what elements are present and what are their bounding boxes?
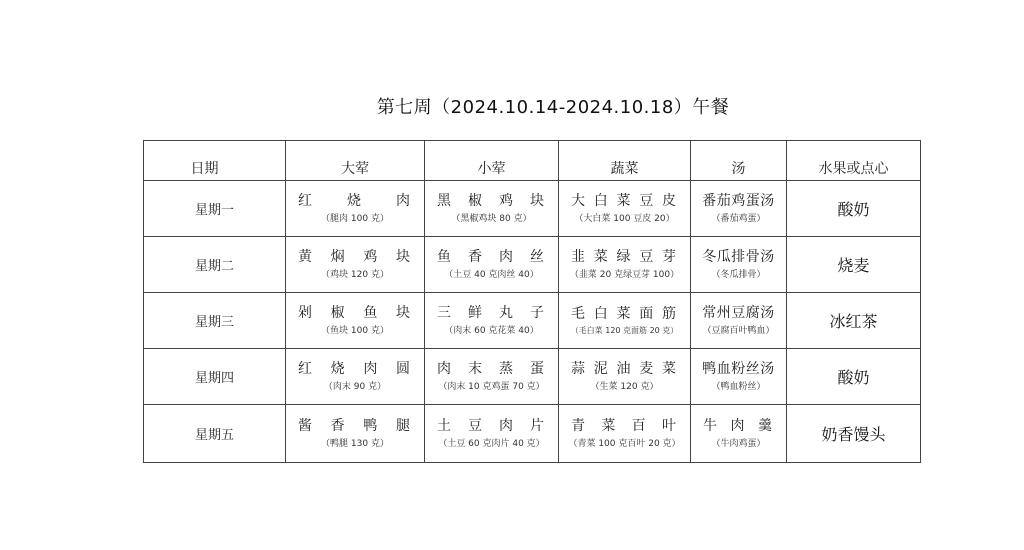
- day-cell: 星期一: [144, 181, 286, 237]
- header-day: 日期: [144, 141, 286, 181]
- meat-cell: [286, 349, 425, 405]
- dish-note: （肉末 60 克花菜 40）: [444, 325, 539, 336]
- soup-cell: [691, 237, 787, 293]
- table-row: [144, 405, 921, 463]
- dish-note: （牛肉鸡蛋）: [711, 438, 766, 449]
- dish-name: 冬瓜排骨汤: [702, 248, 775, 265]
- dish-name: 牛 肉 羹: [703, 417, 774, 434]
- dish-name: 青菜百叶: [571, 417, 678, 434]
- dish-name: 土 豆 肉 片: [437, 417, 546, 434]
- day-cell: 星期二: [144, 237, 286, 293]
- veg-cell: [559, 181, 691, 237]
- table-row: [144, 181, 921, 237]
- meat-cell: [286, 181, 425, 237]
- dish-name: 剁 椒 鱼 块: [298, 304, 412, 321]
- day-cell: 星期四: [144, 349, 286, 405]
- fruit-cell: 烧麦: [787, 237, 921, 293]
- dish-note: （生菜 120 克）: [590, 381, 659, 392]
- dish-name: 红 烧 肉 圆: [298, 360, 412, 377]
- dish-name: 鸭血粉丝汤: [702, 360, 775, 377]
- veg-cell: [559, 349, 691, 405]
- page-title: 第七周（2024.10.14-2024.10.18）午餐: [376, 97, 730, 118]
- dish-name: 韭菜绿豆芽: [571, 248, 678, 265]
- fruit-cell: 酸奶: [787, 349, 921, 405]
- dish-name: 酱 香 鸭 腿: [298, 417, 412, 434]
- meat-cell: [286, 293, 425, 349]
- soup-cell: [691, 405, 787, 463]
- dish-name: 番茄鸡蛋汤: [702, 192, 775, 209]
- small-meat-cell: [425, 349, 559, 405]
- dish-name: 黑 椒 鸡 块: [437, 192, 546, 209]
- fruit-cell: 冰红茶: [787, 293, 921, 349]
- small-meat-cell: [425, 181, 559, 237]
- soup-cell: [691, 181, 787, 237]
- small-meat-cell: [425, 405, 559, 463]
- fruit-cell: 酸奶: [787, 181, 921, 237]
- veg-cell: [559, 293, 691, 349]
- lunch-menu-table: [143, 140, 921, 463]
- dish-note: （毛白菜 120 克面筋 20 克）: [570, 325, 679, 335]
- dish-name: 大白菜豆皮: [571, 192, 678, 209]
- small-meat-cell: [425, 237, 559, 293]
- dish-note: （冬瓜排骨）: [711, 269, 766, 280]
- dish-note: （韭菜 20 克绿豆芽 100）: [569, 269, 680, 280]
- meat-cell: [286, 237, 425, 293]
- table-row: [144, 237, 921, 293]
- dish-name: 鱼 香 肉 丝: [437, 248, 546, 265]
- fruit-cell: 奶香馒头: [787, 405, 921, 463]
- dish-note: （肉末 10 克鸡蛋 70 克）: [438, 381, 545, 392]
- day-cell: 星期三: [144, 293, 286, 349]
- dish-note: （黑椒鸡块 80 克）: [451, 213, 532, 224]
- soup-cell: [691, 349, 787, 405]
- dish-note: （鸡块 120 克）: [321, 269, 389, 280]
- dish-note: （土豆 40 克肉丝 40）: [444, 269, 539, 280]
- header-row: [144, 141, 921, 181]
- dish-note: （鱼块 100 克）: [321, 325, 389, 336]
- dish-note: （鸭腿 130 克）: [321, 438, 389, 449]
- dish-name: 常州豆腐汤: [702, 304, 775, 321]
- dish-name: 毛白菜面筋: [571, 305, 678, 322]
- dish-note: （番茄鸡蛋）: [711, 213, 766, 224]
- veg-cell: [559, 405, 691, 463]
- header-fruit: 水果或点心: [787, 141, 921, 181]
- dish-note: （鸭血粉丝）: [711, 381, 766, 392]
- dish-note: （青菜 100 克百叶 20 克）: [568, 438, 681, 449]
- dish-note: （土豆 60 克肉片 40 克）: [438, 438, 545, 449]
- dish-name: 黄 焖 鸡 块: [298, 248, 412, 265]
- dish-name: 红 烧 肉: [298, 192, 412, 209]
- small-meat-cell: [425, 293, 559, 349]
- dish-name: 三 鲜 丸 子: [437, 304, 546, 321]
- dish-name: 肉 末 蒸 蛋: [437, 360, 546, 377]
- table-row: [144, 293, 921, 349]
- header-small-meat: 小荤: [425, 141, 559, 181]
- soup-cell: [691, 293, 787, 349]
- header-soup: 汤: [691, 141, 787, 181]
- meat-cell: [286, 405, 425, 463]
- dish-name: 蒜泥油麦菜: [571, 360, 678, 377]
- dish-note: （肉末 90 克）: [323, 381, 387, 392]
- dish-note: （腿肉 100 克）: [321, 213, 389, 224]
- dish-note: （大白菜 100 豆皮 20）: [574, 213, 675, 224]
- veg-cell: [559, 237, 691, 293]
- table-row: [144, 349, 921, 405]
- day-cell: 星期五: [144, 405, 286, 463]
- header-veg: 蔬菜: [559, 141, 691, 181]
- header-meat: 大荤: [286, 141, 425, 181]
- dish-note: （豆腐百叶鸭血）: [702, 325, 775, 336]
